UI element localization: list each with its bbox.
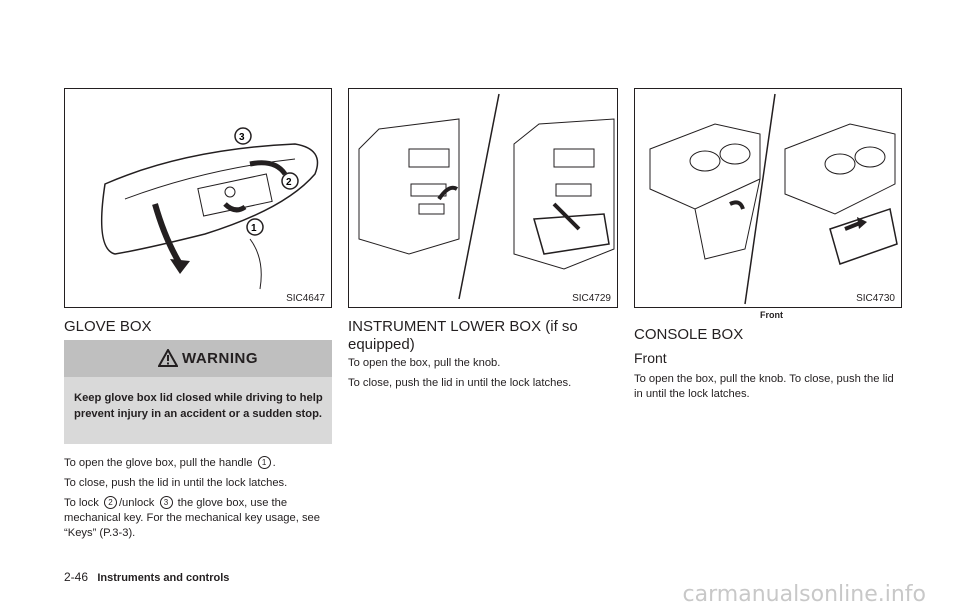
- glove-box-heading: GLOVE BOX: [64, 318, 152, 335]
- figure-instrument-lower-box: [348, 88, 618, 308]
- figure-code: SIC4729: [572, 293, 611, 304]
- figure-console-box: [634, 88, 902, 308]
- glove-box-lock-text: [64, 496, 332, 541]
- warning-title: WARNING: [182, 350, 258, 367]
- console-box-text: To open the box, pull the knob. To close, push the lid in until the lock latches.: [634, 373, 894, 400]
- section-title: Instruments and controls: [97, 572, 230, 584]
- figure-label-front: Front: [760, 310, 783, 320]
- warning-text: Keep glove box lid closed while driving to help prevent injury in an accident or a sudden stop.: [74, 392, 323, 420]
- lower-box-illustration: [349, 89, 618, 308]
- heading-line: INSTRUMENT LOWER BOX (if so: [348, 318, 578, 335]
- glove-box-close-text: To close, push the lid in until the lock latches.: [64, 477, 288, 489]
- console-box-illustration: [635, 89, 902, 308]
- watermark: carmanualsonline.info: [682, 582, 926, 607]
- page-footer: [64, 570, 229, 584]
- console-box-heading: CONSOLE BOX: [634, 326, 744, 343]
- heading-line: equipped): [348, 336, 415, 353]
- glove-box-open-text: [64, 456, 332, 471]
- text-segment: .: [272, 457, 276, 469]
- callout-number: 2: [104, 496, 117, 509]
- page-number: 2-46: [64, 570, 89, 584]
- svg-text:1: 1: [251, 223, 257, 234]
- figure-code: SIC4647: [286, 293, 325, 304]
- callout-number: 3: [160, 496, 173, 509]
- text-segment: /unlock: [118, 497, 155, 509]
- figure-glove-box: [64, 88, 332, 308]
- callout-number: 1: [258, 456, 271, 469]
- warning-header: [64, 340, 332, 377]
- svg-text:2: 2: [286, 177, 292, 188]
- glove-box-illustration: [65, 89, 332, 308]
- lower-box-close-text: To close, push the lid in until the lock latches.: [348, 377, 572, 389]
- lower-box-open-text: To open the box, pull the knob.: [348, 357, 501, 369]
- text-segment: To open the glove box, pull the handle: [64, 457, 253, 469]
- lower-box-heading: [348, 318, 618, 354]
- console-box-subheading: Front: [634, 350, 667, 366]
- warning-triangle-icon: [158, 349, 178, 367]
- text-segment: the glove box, use the mechanical key. For the mechanical key usage, see “Keys” (P.3-3).: [64, 497, 320, 539]
- warning-box: [64, 340, 332, 444]
- text-segment: To lock: [64, 497, 99, 509]
- figure-code: SIC4730: [856, 293, 895, 304]
- svg-text:3: 3: [239, 132, 245, 143]
